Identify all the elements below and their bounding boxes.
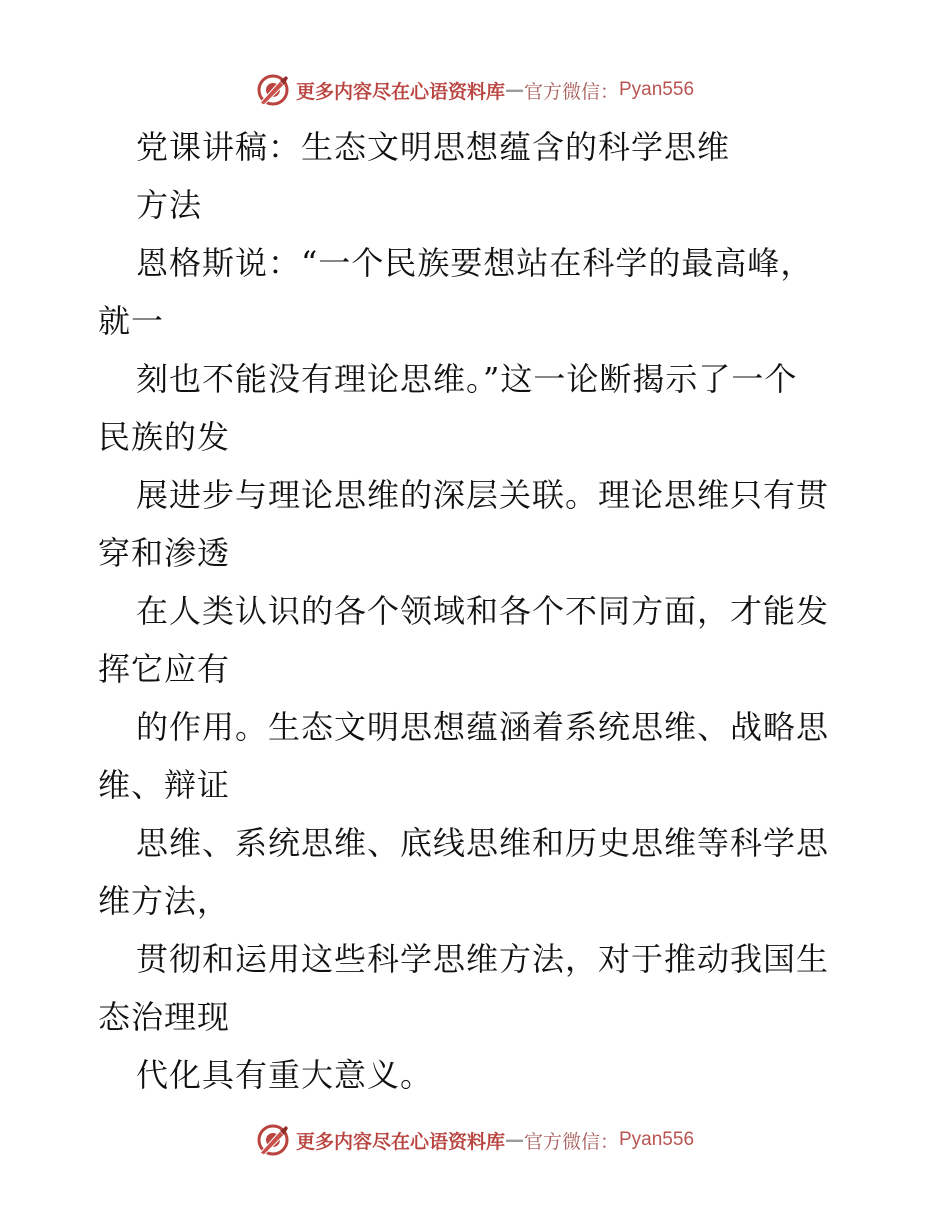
banner-dash: — xyxy=(504,79,524,101)
paragraph-line: 恩格斯说：“一个民族要想站在科学的最高峰， xyxy=(136,244,814,282)
paragraph-line: 的作用。生态文明思想蕴涵着系统思维、战略思 xyxy=(136,708,830,746)
footer-banner xyxy=(0,1120,950,1160)
pen-logo-icon xyxy=(256,1123,290,1157)
pen-logo-icon xyxy=(256,73,290,107)
banner-slogan: 更多内容尽在心语资料库 xyxy=(295,80,505,103)
banner-wechat-label: 官方微信： xyxy=(523,1130,619,1153)
paragraph-line: 态治理现 xyxy=(98,998,231,1036)
paragraph-line: 代化具有重大意义。 xyxy=(136,1056,434,1094)
banner-wechat-label: 官方微信： xyxy=(523,80,619,103)
banner-wechat-id: Pyan556 xyxy=(619,79,695,100)
paragraph-line: 维、辩证 xyxy=(98,766,231,804)
paragraph-line: 就一 xyxy=(98,302,165,340)
paragraph-line: 在人类认识的各个领域和各个不同方面，才能发 xyxy=(136,592,830,630)
paragraph-line: 民族的发 xyxy=(98,418,231,456)
banner-wechat-id: Pyan556 xyxy=(619,1129,695,1150)
paragraph-line: 刻也不能没有理论思维。”这一论断揭示了一个 xyxy=(136,360,798,398)
footer-banner-text xyxy=(296,1127,694,1154)
banner-dash: — xyxy=(504,1129,524,1151)
paragraph-line: 挥它应有 xyxy=(98,650,231,688)
document-title-line-1: 党课讲稿：生态文明思想蕴含的科学思维 xyxy=(136,128,731,166)
paragraph-line: 思维、系统思维、底线思维和历史思维等科学思 xyxy=(136,824,830,862)
header-banner xyxy=(0,70,950,110)
document-title-line-2: 方法 xyxy=(136,186,203,224)
banner-slogan: 更多内容尽在心语资料库 xyxy=(295,1130,505,1153)
paragraph-line: 展进步与理论思维的深层关联。理论思维只有贯 xyxy=(136,476,830,514)
header-banner-text xyxy=(296,77,694,104)
paragraph-line: 穿和渗透 xyxy=(98,534,231,572)
paragraph-line: 维方法， xyxy=(98,882,231,920)
paragraph-line: 贯彻和运用这些科学思维方法，对于推动我国生 xyxy=(136,940,830,978)
